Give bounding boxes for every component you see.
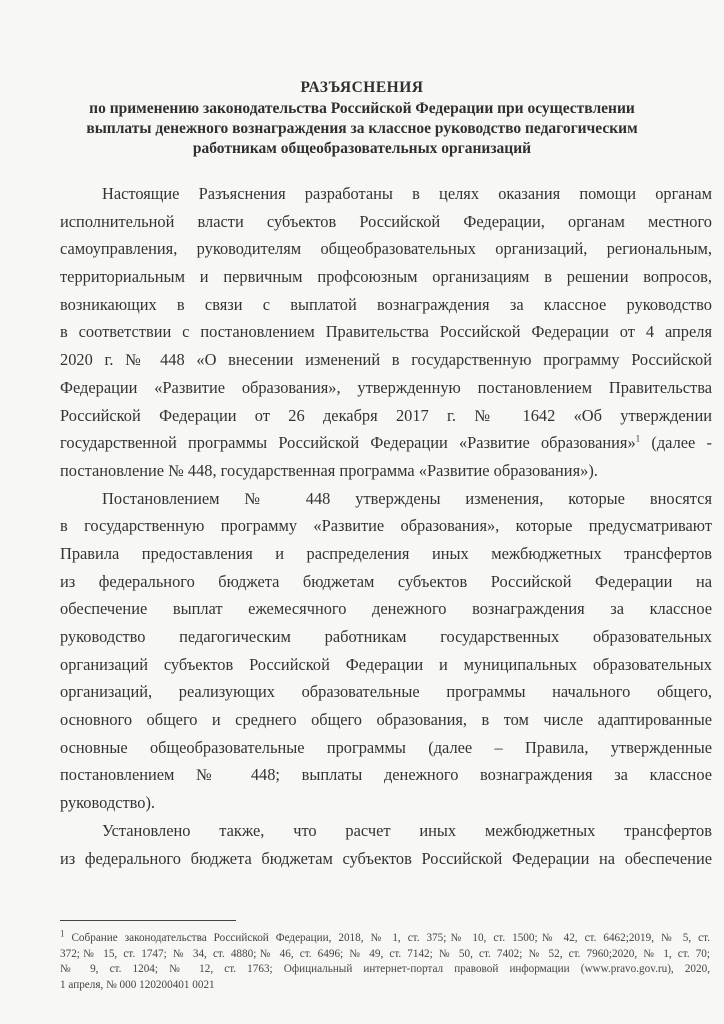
paragraph-line: территориальным и первичным профсоюзным организациям в решении вопросов, <box>60 267 712 287</box>
paragraph-line: организаций, реализующих образовательные программы начального общего, <box>60 682 712 702</box>
paragraph-text: государственной программы Российской Федерации «Развитие образования» <box>60 433 636 453</box>
paragraph-line: основные общеобразовательные программы (далее – Правила, утвержденные <box>60 737 712 757</box>
paragraph-line: из федерального бюджета бюджетам субъектов Российской Федерации на <box>60 571 712 591</box>
paragraph-line: Правила предоставления и распределения иных межбюджетных трансфертов <box>60 543 712 563</box>
paragraph-line-with-footnote <box>60 429 712 457</box>
footnote-line <box>60 928 710 947</box>
paragraph-line: самоуправления, руководителям общеобразовательных организаций, региональным, <box>60 239 712 259</box>
document-body <box>60 180 712 872</box>
paragraph-line: Постановлением № 448 утверждены изменения, которые вносятся <box>102 488 712 508</box>
paragraph-line: 2020 г. № 448 «О внесении изменений в государственную программу Российской <box>60 350 712 370</box>
footnote-line: 1 апреля, № 000 120200401 0021 <box>60 978 215 991</box>
footnote-marker: 1 <box>60 928 65 939</box>
document-heading <box>60 78 664 159</box>
paragraph-line: Российской Федерации от 26 декабря 2017 г. № 1642 «Об утверждении <box>60 405 712 425</box>
paragraph-text: (далее - <box>640 433 712 453</box>
document-subtitle-line: по применению законодательства Российской Федерации при осуществлении <box>89 100 635 117</box>
paragraph-line: Настоящие Разъяснения разработаны в целях оказания помощи органам <box>102 184 712 203</box>
paragraph-line: основного общего и среднего общего образования, в том числе адаптированные <box>60 710 712 730</box>
paragraph-line: Федерации «Развитие образования», утвержденную постановлением Правительства <box>60 377 712 397</box>
paragraph-line: в государственную программу «Развитие образования», которые предусматривают <box>60 516 712 536</box>
document-subtitle-line: работникам общеобразовательных организаций <box>192 140 532 157</box>
paragraph-line: Установлено также, что расчет иных межбюджетных трансфертов <box>102 820 712 840</box>
footnote-divider <box>60 920 236 921</box>
footnote-marker: 1 <box>635 433 641 444</box>
paragraph-line: организаций субъектов Российской Федерации и муниципальных образовательных <box>60 654 712 674</box>
paragraph-line: обеспечение выплат ежемесячного денежного вознаграждения за классное <box>60 599 712 619</box>
paragraph-line: из федерального бюджета бюджетам субъектов Российской Федерации на обеспечение <box>60 848 712 868</box>
paragraph-line: постановлением № 448; выплаты денежного вознаграждения за классное <box>60 765 712 785</box>
document-title: РАЗЪЯСНЕНИЯ <box>300 79 424 96</box>
footnote-line: № 9, ст. 1204; № 12, ст. 1763; Официальный интернет-портал правовой информации (www.pravo.gov.ru), 2020, <box>60 963 710 975</box>
paragraph-line: руководство педагогическим работникам государственных образовательных <box>60 627 712 646</box>
paragraph-line: руководство). <box>60 793 156 813</box>
footnote-line: 372;№ 15, ст. 1747; № 34, ст. 4880;№ 46, ст. 6496; № 49, ст. 7142; № 50, ст. 7402; № 52, ст. 7960;2020, № 1, ст. 70; <box>60 947 710 960</box>
paragraph-line: постановление № 448, государственная программа «Развитие образования»). <box>60 460 598 480</box>
footnote <box>60 928 710 993</box>
footnote-text: Собрание законодательства Российской Федерации, 2018, № 1, ст. 375;№ 10, ст. 1500;№ 42, ст. 6462;2019, № 5, ст. <box>64 932 710 944</box>
paragraph-line: возникающих в связи с выплатой вознаграждения за классное руководство <box>60 294 712 314</box>
document-subtitle-line: выплаты денежного вознаграждения за классное руководство педагогическим <box>86 120 638 137</box>
paragraph-line: в соответствии с постановлением Правительства Российской Федерации от 4 апреля <box>60 322 712 342</box>
paragraph-line: исполнительной власти субъектов Российской Федерации, органам местного <box>60 211 712 231</box>
